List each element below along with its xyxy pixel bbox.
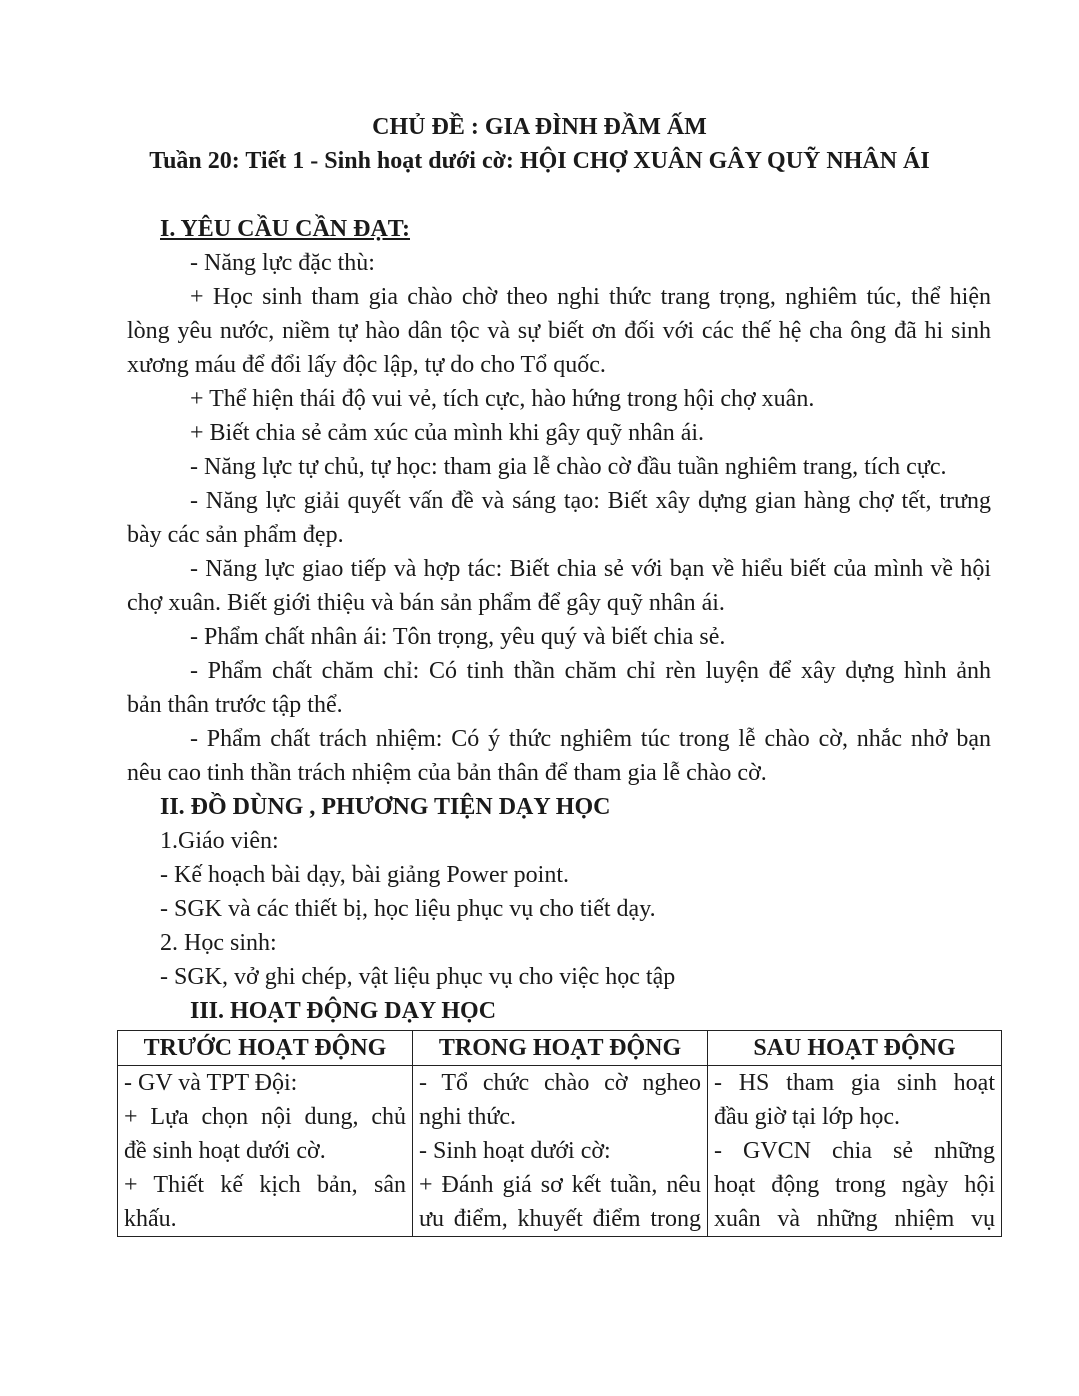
header-during-activity: TRONG HOẠT ĐỘNG: [413, 1031, 708, 1066]
section1-line: - Phẩm chất chăm chỉ: Có tinh thần chăm chỉ rèn luyện để xây dựng hình ảnh: [190, 658, 991, 684]
section2-line: 2. Học sinh:: [160, 930, 277, 956]
section1-line: chợ xuân. Biết giới thiệu và bán sản phẩm để gây quỹ nhân ái.: [127, 590, 725, 616]
section1-line: - Năng lực giao tiếp và hợp tác: Biết chia sẻ với bạn về hiểu biết của mình về hội: [190, 556, 991, 582]
section3-heading: III. HOẠT ĐỘNG DẠY HỌC: [190, 998, 497, 1024]
section1-line: - Năng lực tự chủ, tự học: tham gia lễ chào cờ đầu tuần nghiêm trang, tích cực.: [190, 454, 947, 480]
section1-line: - Phẩm chất nhân ái: Tôn trọng, yêu quý và biết chia sẻ.: [190, 624, 726, 650]
table-row: [118, 1066, 1002, 1237]
cell-before-activity: [118, 1066, 413, 1237]
cell-line: - Sinh hoạt dưới cờ:: [419, 1138, 611, 1164]
activity-table: [117, 1030, 1002, 1237]
cell-line: xuân và những nhiệm vụ: [714, 1206, 995, 1232]
section1-heading: I. YÊU CẦU CẦN ĐẠT:: [160, 216, 410, 242]
cell-line: - Tổ chức chào cờ ngheo: [419, 1070, 701, 1096]
section1-line: + Học sinh tham gia chào chờ theo nghi thức trang trọng, nghiêm túc, thể hiện: [190, 284, 991, 310]
cell-line: + Lựa chọn nội dung, chủ: [124, 1104, 406, 1130]
cell-line: - GV và TPT Đội:: [124, 1070, 298, 1096]
section1-line: + Biết chia sẻ cảm xúc của mình khi gây quỹ nhân ái.: [190, 420, 705, 446]
section2-line: - Kế hoạch bài dạy, bài giảng Power point.: [160, 862, 569, 888]
cell-line: đầu giờ tại lớp học.: [714, 1104, 901, 1130]
lesson-title: Tuần 20: Tiết 1 - Sinh hoạt dưới cờ: HỘI CHỢ XUÂN GÂY QUỸ NHÂN ÁI: [149, 148, 930, 174]
header-after-activity: SAU HOẠT ĐỘNG: [708, 1031, 1002, 1066]
cell-line: đề sinh hoạt dưới cờ.: [124, 1138, 326, 1164]
table-header-row: [118, 1031, 1002, 1066]
cell-line: + Thiết kế kịch bản, sân: [124, 1172, 406, 1198]
section2-line: 1.Giáo viên:: [160, 828, 279, 854]
cell-line: khấu.: [124, 1206, 177, 1232]
topic-title: CHỦ ĐỀ : GIA ĐÌNH ĐẦM ẤM: [372, 114, 707, 140]
cell-line: - HS tham gia sinh hoạt: [714, 1070, 995, 1096]
cell-line: + Đánh giá sơ kết tuần, nêu: [419, 1172, 701, 1198]
header-before-activity: TRƯỚC HOẠT ĐỘNG: [118, 1031, 413, 1066]
section2-line: - SGK, vở ghi chép, vật liệu phục vụ cho việc học tập: [160, 964, 676, 990]
section2-line: - SGK và các thiết bị, học liệu phục vụ cho tiết dạy.: [160, 896, 656, 922]
section1-line: + Thể hiện thái độ vui vẻ, tích cực, hào hứng trong hội chợ xuân.: [190, 386, 815, 412]
cell-line: hoạt động trong ngày hội: [714, 1172, 995, 1198]
section1-line: - Phẩm chất trách nhiệm: Có ý thức nghiêm túc trong lễ chào cờ, nhắc nhở bạn: [190, 726, 991, 752]
section1-line: nêu cao tinh thần trách nhiệm của bản thân để tham gia lễ chào cờ.: [127, 760, 767, 786]
section1-line: - Năng lực giải quyết vấn đề và sáng tạo: Biết xây dựng gian hàng chợ tết, trưng: [190, 488, 991, 514]
cell-line: - GVCN chia sẻ những: [714, 1138, 995, 1164]
section1-line: bày các sản phẩm đẹp.: [127, 522, 344, 548]
section1-line: bản thân trước tập thể.: [127, 692, 343, 718]
cell-after-activity: [708, 1066, 1002, 1237]
section1-line: lòng yêu nước, niềm tự hào dân tộc và sự biết ơn đối với các thế hệ cha ông đã hi sinh: [127, 318, 991, 344]
cell-line: nghi thức.: [419, 1104, 516, 1130]
cell-line: ưu điểm, khuyết điểm trong: [419, 1206, 701, 1232]
section1-line: - Năng lực đặc thù:: [190, 250, 375, 276]
cell-during-activity: [413, 1066, 708, 1237]
section2-heading: II. ĐỒ DÙNG , PHƯƠNG TIỆN DẠY HỌC: [160, 794, 611, 820]
section1-line: xương máu để đổi lấy độc lập, tự do cho Tổ quốc.: [127, 352, 606, 378]
